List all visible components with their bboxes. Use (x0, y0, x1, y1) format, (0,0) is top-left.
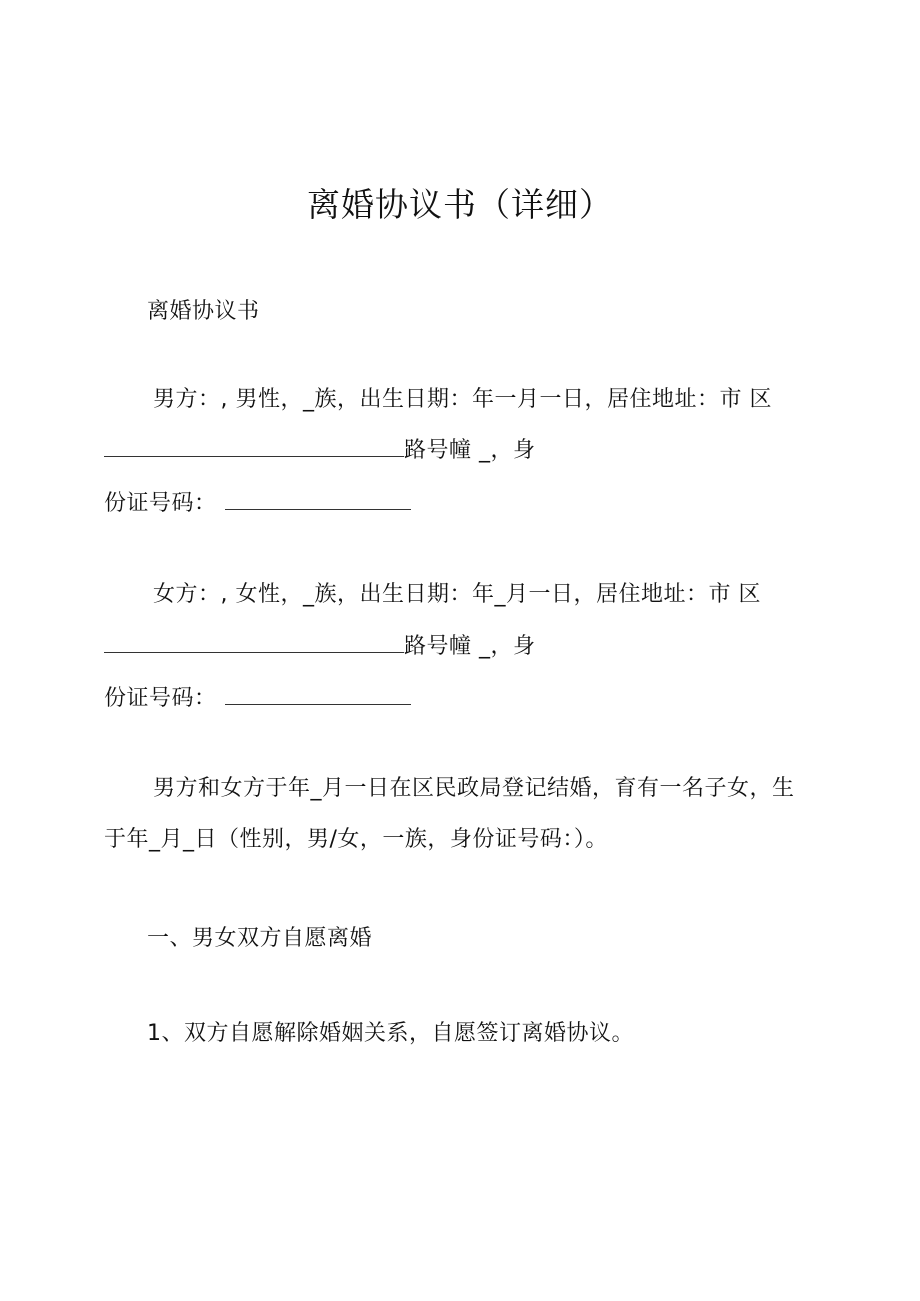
male-address-text: 路号幢 _，身 (404, 438, 536, 463)
female-address-line (104, 632, 536, 662)
document-title: 离婚协议书（详细） (307, 185, 613, 224)
female-address-text: 路号幢 _，身 (404, 634, 536, 659)
id-blank (225, 686, 411, 705)
female-info-line: 女方：, 女性，_族，出生日期：年_月一日，居住地址：市 区 (153, 582, 761, 607)
section-1-item-1: 1、双方自愿解除婚姻关系，自愿签订离婚协议。 (147, 1021, 634, 1046)
marriage-line-1: 男方和女方于年_月一日在区民政局登记结婚，育有一名子女，生 (153, 776, 795, 801)
section-1-heading: 一、男女双方自愿离婚 (147, 926, 373, 951)
address-blank (104, 634, 404, 653)
male-info-line: 男方：, 男性，_族，出生日期：年一月一日，居住地址：市 区 (153, 387, 772, 412)
male-id-line (104, 489, 411, 519)
female-id-line (104, 684, 411, 714)
id-blank (225, 491, 411, 510)
male-address-line (104, 436, 536, 466)
marriage-line-2: 于年_月_日（性别，男/女，一族，身份证号码：）。 (104, 827, 608, 852)
male-id-label: 份证号码： (104, 491, 217, 516)
document-subtitle: 离婚协议书 (147, 299, 260, 324)
address-blank (104, 438, 404, 457)
female-id-label: 份证号码： (104, 686, 217, 711)
